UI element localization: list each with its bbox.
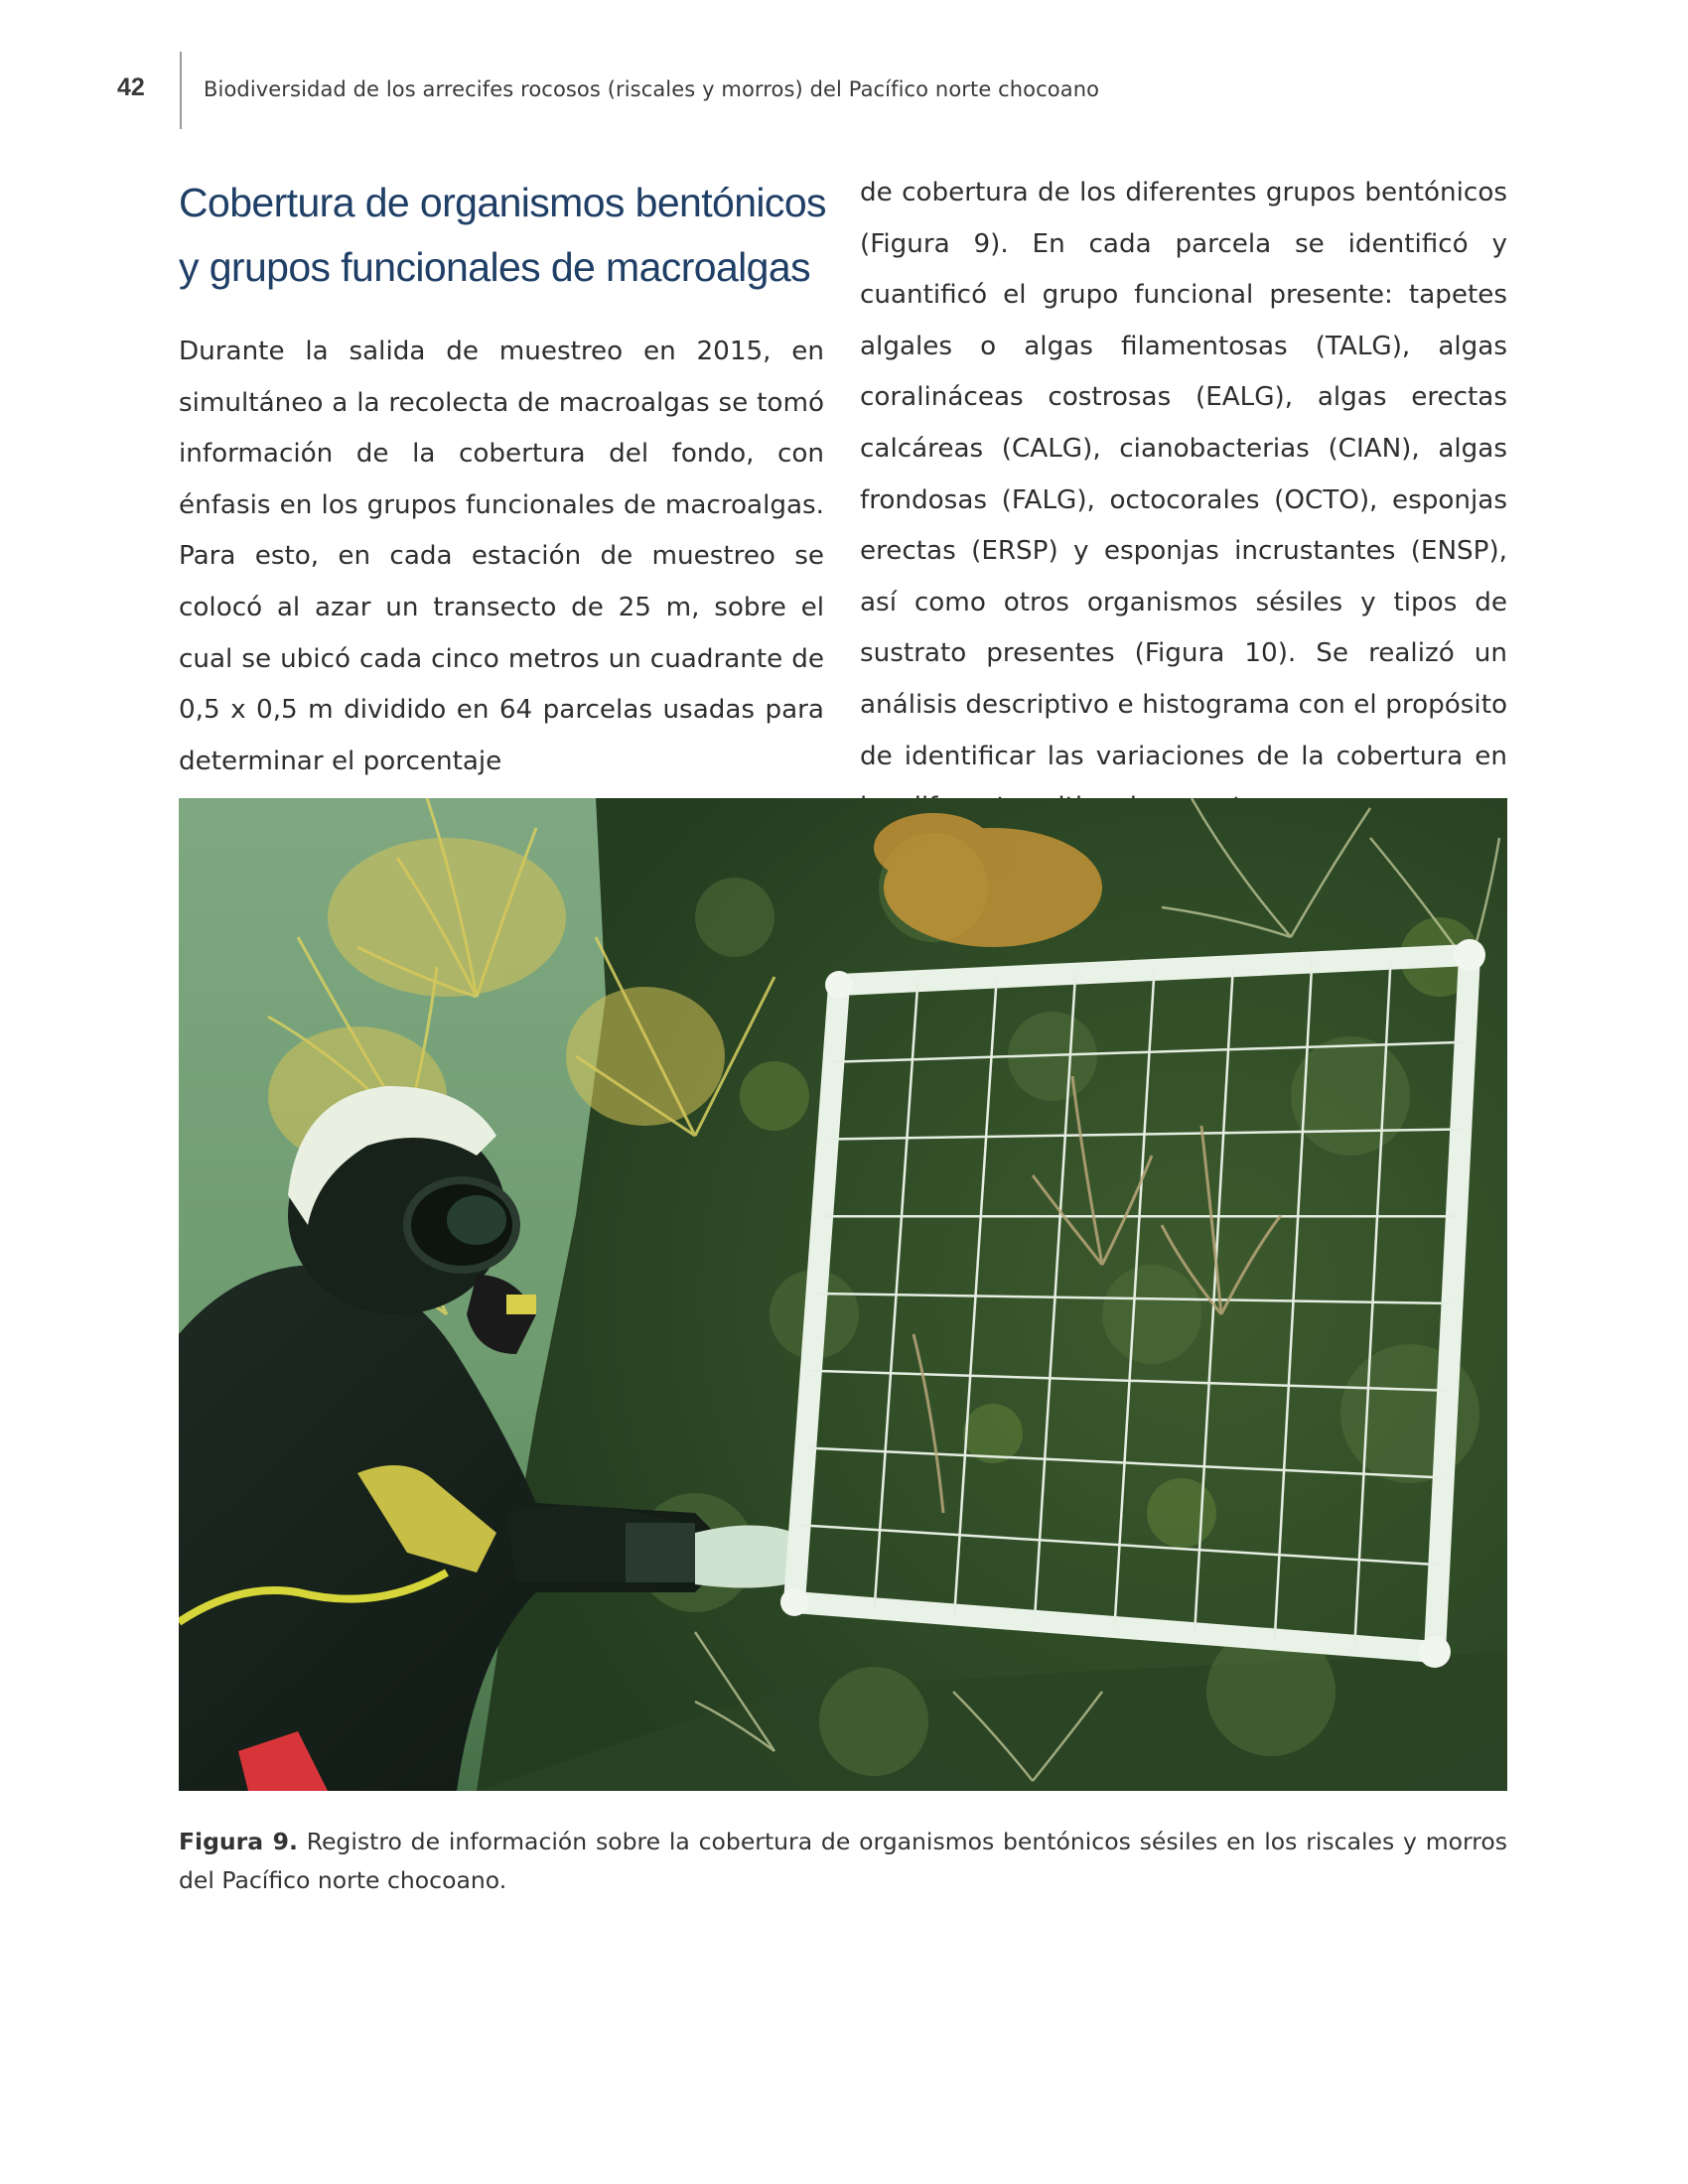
section-title-line-1: Cobertura de organismos bentónicos: [179, 180, 826, 225]
running-title: Biodiversidad de los arrecifes rocosos (riscales y morros) del Pacífico norte chocoano: [204, 77, 1100, 101]
figure-photo-diver-quadrat: [179, 798, 1507, 1791]
page-number: 42: [117, 73, 145, 101]
figure-caption: [179, 1823, 1507, 1900]
body-paragraph-right: de cobertura de los diferentes grupos bentónicos (Figura 9). En cada parcela se identificó y cuantificó el grupo funcional presente: tapetes algales o algas filamentosas (TALG), algas coralináceas costrosas (EALG), algas erectas calcáreas (CALG), cianobacterias (CIAN), algas frondosas (FALG), octocorales (OCTO), esponjas erectas (ERSP) y esponjas incrustantes (ENSP), así como otros organismos sésiles y tipos de sustrato presentes (Figura 10). Se realizó un análisis descriptivo e histograma con el propósito de identificar las variaciones de la cobertura en: [860, 178, 1507, 771]
body-paragraph-left: Durante la salida de muestreo en 2015, en simultáneo a la recolecta de macroalgas se tomó información de la cobertura del fondo, con énfasis en los grupos funcionales de macroalgas. Para esto, en cada estación de muestreo se colocó al azar un transecto de 25 m, sobre el cual se ubicó cada cinco metros un cuadrante de 0,5 x 0,5 m dividido en 64 parcelas usadas para determinar el porcentaje: [179, 337, 824, 776]
section-title-line-2: y grupos funcionales de macroalgas: [179, 244, 810, 290]
body-column-right: [860, 168, 1507, 834]
header-divider: [180, 52, 182, 129]
body-column-left: [179, 327, 824, 787]
figure-caption-text: Registro de información sobre la cobertura de organismos bentónicos sésiles en los riscales y morros del Pacífico norte chocoano.: [179, 1828, 1507, 1894]
figure-label: Figura 9.: [179, 1828, 298, 1855]
section-title: [179, 171, 834, 300]
